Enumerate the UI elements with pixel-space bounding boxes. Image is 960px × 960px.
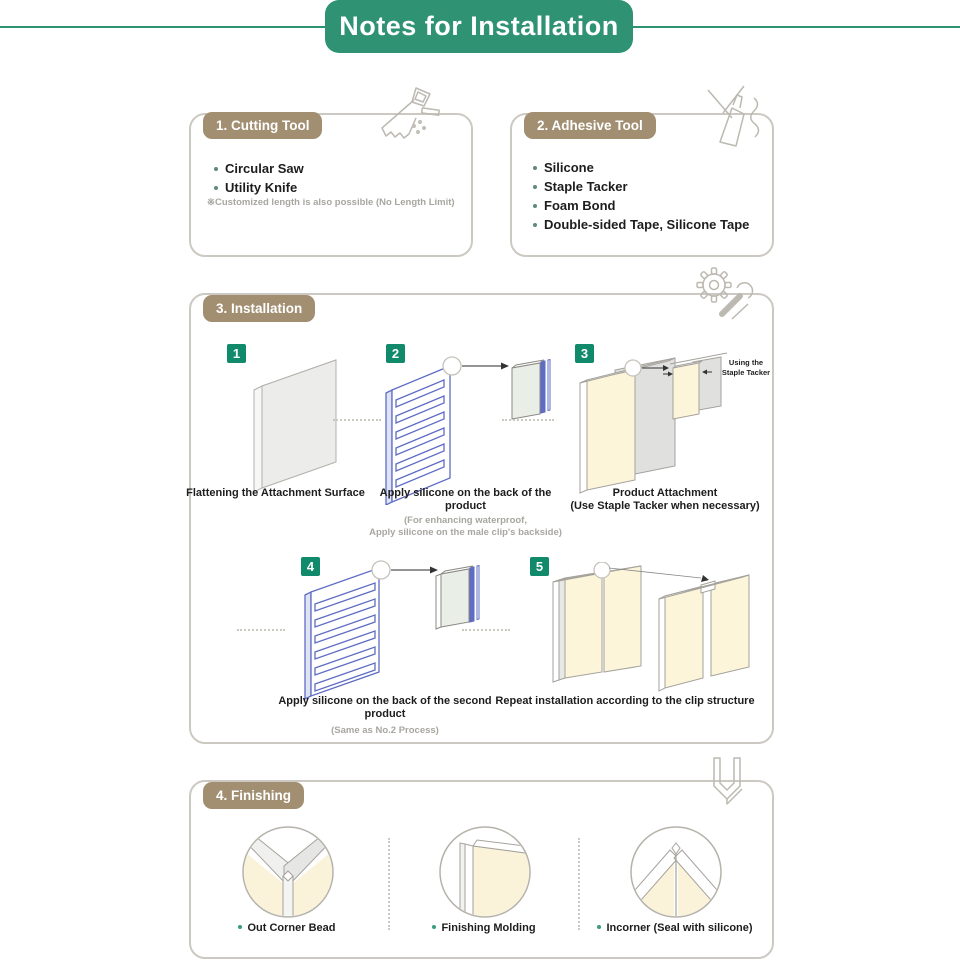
caption-text: Apply silicone on the back of the second product	[278, 695, 492, 720]
dotted-divider	[237, 629, 285, 631]
caption-text: Apply silicone on the back of the product	[379, 487, 552, 512]
step-number: 1	[232, 346, 241, 361]
cutting-note: ※Customized length is also possible (No Length Limit)	[207, 197, 455, 208]
step2-caption	[368, 487, 563, 539]
adhesive-item-label: Double-sided Tape, Silicone Tape	[544, 217, 750, 232]
step2-diagram	[378, 350, 553, 505]
cutting-item-label: Circular Saw	[225, 161, 304, 176]
bullet-icon	[533, 166, 537, 170]
annotation-line: Using the	[728, 358, 764, 367]
step5-caption	[495, 695, 755, 708]
gear-wrench-icon	[692, 264, 756, 322]
finishing-header	[203, 782, 304, 809]
caption-text: Flattening the Attachment Surface	[186, 487, 365, 499]
bullet-icon	[432, 925, 436, 929]
step4-caption	[270, 695, 500, 737]
step-number: 2	[391, 346, 400, 361]
cutting-tool-list	[214, 161, 304, 199]
finishing-item-label: Finishing Molding	[441, 922, 536, 934]
list-item	[533, 160, 749, 175]
adhesive-item-label: Staple Tacker	[544, 179, 628, 194]
annotation-line: Staple Tacker	[721, 368, 771, 377]
dotted-divider	[462, 629, 510, 631]
cutting-tool-header	[203, 112, 322, 139]
installation-title: 3. Installation	[216, 301, 303, 316]
bullet-icon	[533, 185, 537, 189]
list-item	[214, 180, 304, 195]
dotted-divider	[388, 838, 390, 930]
bullet-icon	[533, 223, 537, 227]
incorner-diagram	[628, 824, 724, 920]
list-item	[214, 161, 304, 176]
adhesive-tool-header	[524, 112, 656, 139]
dotted-divider	[578, 838, 580, 930]
corner-bead-icon	[702, 756, 752, 806]
step3-caption	[560, 487, 770, 513]
caption-text: Product Attachment	[612, 487, 718, 499]
step-number: 3	[580, 346, 589, 361]
finishing-title: 4. Finishing	[216, 788, 292, 803]
bullet-icon	[238, 925, 242, 929]
caption-text: Repeat installation according to the clip structure	[495, 695, 755, 707]
caption-subtext: (For enhancing waterproof,	[404, 515, 527, 526]
staple-tacker-annotation	[718, 358, 774, 378]
caption-text: (Use Staple Tacker when necessary)	[570, 500, 760, 512]
step1-caption	[183, 487, 368, 500]
finishing-item-caption	[212, 922, 362, 934]
caption-subtext: Apply silicone on the male clip's backside)	[369, 527, 562, 538]
list-item	[533, 217, 749, 232]
saw-icon	[372, 84, 442, 148]
page-title-text: Notes for Installation	[339, 11, 619, 41]
step5-diagram	[545, 562, 770, 697]
installation-header	[203, 295, 315, 322]
finishing-item-label: Out Corner Bead	[247, 922, 336, 934]
cutting-item-label: Utility Knife	[225, 180, 298, 195]
finishing-item-label: Incorner (Seal with silicone)	[606, 922, 753, 934]
bullet-icon	[214, 167, 218, 171]
list-item	[533, 198, 749, 213]
bullet-icon	[533, 204, 537, 208]
finishing-item-caption	[409, 922, 559, 934]
bullet-icon	[214, 186, 218, 190]
adhesive-tool-title: 2. Adhesive Tool	[537, 118, 643, 133]
page-title	[325, 0, 633, 53]
caption-subtext: (Same as No.2 Process)	[331, 725, 439, 736]
list-item	[533, 179, 749, 194]
out-corner-bead-diagram	[240, 824, 336, 920]
finishing-molding-diagram	[437, 824, 533, 920]
adhesive-tool-list	[533, 160, 749, 236]
dotted-divider	[333, 419, 381, 421]
cutting-tool-title: 1. Cutting Tool	[216, 118, 310, 133]
adhesive-item-label: Silicone	[544, 160, 594, 175]
step-number: 5	[535, 559, 544, 574]
bullet-icon	[597, 925, 601, 929]
finishing-item-caption	[582, 922, 768, 934]
adhesive-item-label: Foam Bond	[544, 198, 616, 213]
glue-gun-icon	[698, 84, 772, 148]
dotted-divider	[502, 419, 554, 421]
step-number: 4	[306, 559, 315, 574]
